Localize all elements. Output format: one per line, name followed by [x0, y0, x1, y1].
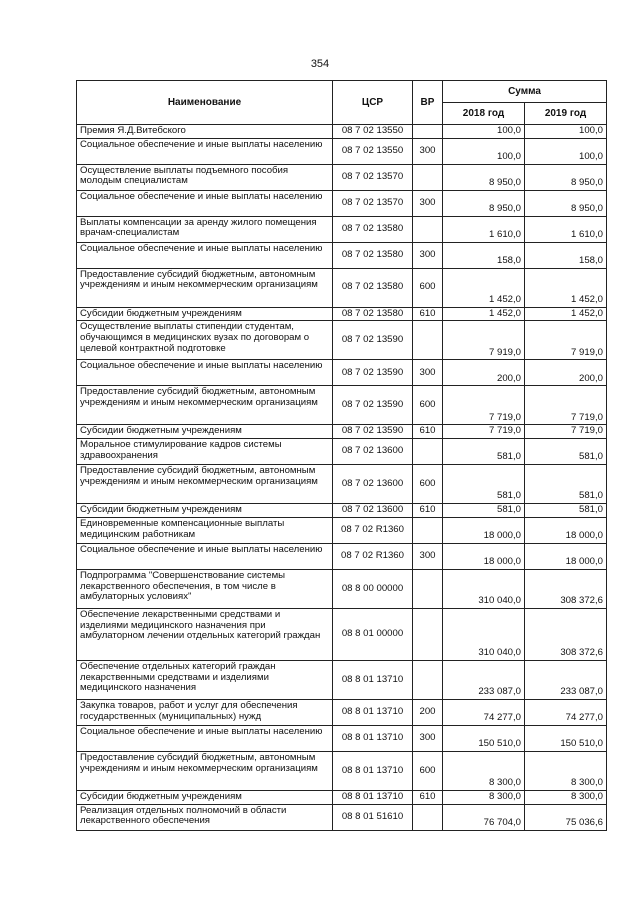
row-name-cell: Закупка товаров, работ и услуг для обеспечения государственных (муниципальных) нужд — [77, 699, 333, 725]
row-csr-cell: 08 7 02 13550 — [333, 138, 413, 164]
row-sum-2018-cell: 581,0 — [443, 504, 525, 518]
row-sum-2019-cell: 308 372,6 — [525, 608, 607, 660]
row-sum-2019-cell: 7 919,0 — [525, 321, 607, 360]
row-name-cell: Субсидии бюджетным учреждениям — [77, 307, 333, 321]
row-sum-2018-cell: 100,0 — [443, 138, 525, 164]
table-row — [77, 242, 607, 268]
row-vr-cell — [413, 439, 443, 465]
row-name-cell: Предоставление субсидий бюджетным, автономным учреждениям и иным некоммерческим организациям — [77, 465, 333, 504]
row-sum-2019-cell: 581,0 — [525, 504, 607, 518]
table-row — [77, 360, 607, 386]
header-vr: ВР — [413, 81, 443, 125]
row-vr-cell: 600 — [413, 386, 443, 425]
row-sum-2019-cell: 100,0 — [525, 138, 607, 164]
row-name-cell: Подпрограмма "Совершенствование системы лекарственного обеспечения, в том числе в амбулаторных условиях" — [77, 569, 333, 608]
table-row — [77, 517, 607, 543]
row-sum-2018-cell: 1 610,0 — [443, 216, 525, 242]
row-csr-cell: 08 7 02 R1360 — [333, 517, 413, 543]
table-row — [77, 608, 607, 660]
row-sum-2018-cell: 233 087,0 — [443, 660, 525, 699]
row-sum-2019-cell: 74 277,0 — [525, 699, 607, 725]
table-row — [77, 321, 607, 360]
row-sum-2018-cell: 150 510,0 — [443, 725, 525, 751]
budget-table — [76, 80, 607, 831]
row-vr-cell: 610 — [413, 790, 443, 804]
row-vr-cell — [413, 660, 443, 699]
table-row — [77, 699, 607, 725]
row-name-cell: Предоставление субсидий бюджетным, автономным учреждениям и иным некоммерческим организациям — [77, 386, 333, 425]
row-vr-cell: 200 — [413, 699, 443, 725]
row-csr-cell: 08 7 02 13580 — [333, 268, 413, 307]
row-name-cell: Социальное обеспечение и иные выплаты населению — [77, 138, 333, 164]
row-sum-2019-cell: 308 372,6 — [525, 569, 607, 608]
table-row — [77, 138, 607, 164]
row-name-cell: Реализация отдельных полномочий в области лекарственного обеспечения — [77, 804, 333, 830]
row-vr-cell — [413, 164, 443, 190]
row-vr-cell: 610 — [413, 504, 443, 518]
row-name-cell: Социальное обеспечение и иные выплаты населению — [77, 242, 333, 268]
row-name-cell: Социальное обеспечение и иные выплаты населению — [77, 543, 333, 569]
row-csr-cell: 08 8 01 51610 — [333, 804, 413, 830]
row-sum-2019-cell: 1 452,0 — [525, 268, 607, 307]
row-sum-2019-cell: 233 087,0 — [525, 660, 607, 699]
row-sum-2019-cell: 200,0 — [525, 360, 607, 386]
row-sum-2019-cell: 100,0 — [525, 125, 607, 139]
row-vr-cell: 300 — [413, 725, 443, 751]
row-vr-cell: 610 — [413, 307, 443, 321]
header-csr: ЦСР — [333, 81, 413, 125]
row-sum-2018-cell: 8 950,0 — [443, 164, 525, 190]
row-csr-cell: 08 7 02 13600 — [333, 465, 413, 504]
table-row — [77, 751, 607, 790]
row-sum-2019-cell: 581,0 — [525, 465, 607, 504]
row-sum-2018-cell: 1 452,0 — [443, 268, 525, 307]
row-csr-cell: 08 7 02 13590 — [333, 360, 413, 386]
table-body — [77, 125, 607, 831]
table-row — [77, 164, 607, 190]
row-name-cell: Субсидии бюджетным учреждениям — [77, 504, 333, 518]
row-vr-cell — [413, 216, 443, 242]
row-csr-cell: 08 8 01 13710 — [333, 751, 413, 790]
row-csr-cell: 08 8 01 00000 — [333, 608, 413, 660]
table-row — [77, 216, 607, 242]
row-name-cell: Обеспечение отдельных категорий граждан лекарственными средствами и изделиями медицинского назначения — [77, 660, 333, 699]
row-csr-cell: 08 8 01 13710 — [333, 660, 413, 699]
table-row — [77, 804, 607, 830]
row-sum-2019-cell: 18 000,0 — [525, 517, 607, 543]
row-sum-2019-cell: 8 300,0 — [525, 790, 607, 804]
row-sum-2018-cell: 8 300,0 — [443, 790, 525, 804]
row-sum-2019-cell: 8 950,0 — [525, 190, 607, 216]
row-vr-cell: 610 — [413, 425, 443, 439]
row-vr-cell: 300 — [413, 190, 443, 216]
row-sum-2019-cell: 8 950,0 — [525, 164, 607, 190]
row-name-cell: Выплаты компенсации за аренду жилого помещения врачам-специалистам — [77, 216, 333, 242]
row-sum-2018-cell: 7 919,0 — [443, 321, 525, 360]
row-vr-cell — [413, 608, 443, 660]
header-sum: Сумма — [443, 81, 607, 103]
row-name-cell: Осуществление выплаты стипендии студентам, обучающимся в медицинских вузах по договорам о целевой контрактной подготовке — [77, 321, 333, 360]
table-row — [77, 569, 607, 608]
table-row — [77, 386, 607, 425]
row-vr-cell: 300 — [413, 138, 443, 164]
row-sum-2018-cell: 581,0 — [443, 439, 525, 465]
row-sum-2018-cell: 18 000,0 — [443, 517, 525, 543]
row-csr-cell: 08 8 01 13710 — [333, 725, 413, 751]
row-sum-2018-cell: 7 719,0 — [443, 386, 525, 425]
table-row — [77, 790, 607, 804]
page-number: 354 — [310, 58, 330, 70]
row-vr-cell: 600 — [413, 751, 443, 790]
row-csr-cell: 08 7 02 13600 — [333, 504, 413, 518]
row-csr-cell: 08 8 01 13710 — [333, 790, 413, 804]
row-vr-cell — [413, 125, 443, 139]
row-csr-cell: 08 7 02 13580 — [333, 242, 413, 268]
table-row — [77, 504, 607, 518]
table-row — [77, 439, 607, 465]
row-sum-2018-cell: 310 040,0 — [443, 569, 525, 608]
row-vr-cell — [413, 517, 443, 543]
table-row — [77, 543, 607, 569]
header-year-2018: 2018 год — [443, 103, 525, 125]
row-sum-2019-cell: 581,0 — [525, 439, 607, 465]
row-vr-cell: 600 — [413, 268, 443, 307]
row-name-cell: Осуществление выплаты подъемного пособия молодым специалистам — [77, 164, 333, 190]
row-name-cell: Единовременные компенсационные выплаты медицинским работникам — [77, 517, 333, 543]
row-name-cell: Моральное стимулирование кадров системы здравоохранения — [77, 439, 333, 465]
row-sum-2018-cell: 581,0 — [443, 465, 525, 504]
row-name-cell: Предоставление субсидий бюджетным, автономным учреждениям и иным некоммерческим организациям — [77, 268, 333, 307]
row-csr-cell: 08 7 02 13580 — [333, 307, 413, 321]
row-vr-cell: 300 — [413, 242, 443, 268]
row-csr-cell: 08 7 02 13570 — [333, 164, 413, 190]
row-sum-2019-cell: 150 510,0 — [525, 725, 607, 751]
row-sum-2019-cell: 7 719,0 — [525, 425, 607, 439]
row-vr-cell — [413, 804, 443, 830]
row-sum-2018-cell: 158,0 — [443, 242, 525, 268]
row-sum-2018-cell: 310 040,0 — [443, 608, 525, 660]
table-row — [77, 125, 607, 139]
row-sum-2018-cell: 100,0 — [443, 125, 525, 139]
row-csr-cell: 08 7 02 13570 — [333, 190, 413, 216]
row-csr-cell: 08 7 02 13590 — [333, 321, 413, 360]
row-name-cell: Социальное обеспечение и иные выплаты населению — [77, 725, 333, 751]
row-vr-cell: 300 — [413, 360, 443, 386]
row-csr-cell: 08 7 02 13590 — [333, 425, 413, 439]
row-vr-cell — [413, 321, 443, 360]
row-sum-2018-cell: 1 452,0 — [443, 307, 525, 321]
row-name-cell: Социальное обеспечение и иные выплаты населению — [77, 190, 333, 216]
header-year-2019: 2019 год — [525, 103, 607, 125]
row-sum-2019-cell: 7 719,0 — [525, 386, 607, 425]
row-name-cell: Премия Я.Д.Витебского — [77, 125, 333, 139]
row-csr-cell: 08 7 02 13550 — [333, 125, 413, 139]
row-name-cell: Социальное обеспечение и иные выплаты населению — [77, 360, 333, 386]
table-row — [77, 725, 607, 751]
row-csr-cell: 08 8 01 13710 — [333, 699, 413, 725]
row-csr-cell: 08 7 02 13580 — [333, 216, 413, 242]
table-row — [77, 190, 607, 216]
table-row — [77, 660, 607, 699]
row-name-cell: Обеспечение лекарственными средствами и изделиями медицинского назначения при амбулаторном лечении отдельных категорий граждан — [77, 608, 333, 660]
row-name-cell: Предоставление субсидий бюджетным, автономным учреждениям и иным некоммерческим организациям — [77, 751, 333, 790]
table-row — [77, 425, 607, 439]
row-vr-cell — [413, 569, 443, 608]
row-sum-2019-cell: 75 036,6 — [525, 804, 607, 830]
row-sum-2018-cell: 74 277,0 — [443, 699, 525, 725]
table-row — [77, 268, 607, 307]
table-row — [77, 307, 607, 321]
row-sum-2019-cell: 1 610,0 — [525, 216, 607, 242]
row-sum-2019-cell: 158,0 — [525, 242, 607, 268]
row-sum-2019-cell: 8 300,0 — [525, 751, 607, 790]
row-name-cell: Субсидии бюджетным учреждениям — [77, 425, 333, 439]
row-csr-cell: 08 7 02 R1360 — [333, 543, 413, 569]
table-row — [77, 465, 607, 504]
row-vr-cell: 300 — [413, 543, 443, 569]
row-vr-cell: 600 — [413, 465, 443, 504]
row-sum-2019-cell: 1 452,0 — [525, 307, 607, 321]
row-sum-2018-cell: 18 000,0 — [443, 543, 525, 569]
header-name: Наименование — [77, 81, 333, 125]
row-sum-2018-cell: 8 300,0 — [443, 751, 525, 790]
row-sum-2018-cell: 7 719,0 — [443, 425, 525, 439]
row-sum-2018-cell: 200,0 — [443, 360, 525, 386]
row-sum-2018-cell: 8 950,0 — [443, 190, 525, 216]
row-csr-cell: 08 7 02 13600 — [333, 439, 413, 465]
row-name-cell: Субсидии бюджетным учреждениям — [77, 790, 333, 804]
row-csr-cell: 08 7 02 13590 — [333, 386, 413, 425]
row-csr-cell: 08 8 00 00000 — [333, 569, 413, 608]
row-sum-2018-cell: 76 704,0 — [443, 804, 525, 830]
row-sum-2019-cell: 18 000,0 — [525, 543, 607, 569]
